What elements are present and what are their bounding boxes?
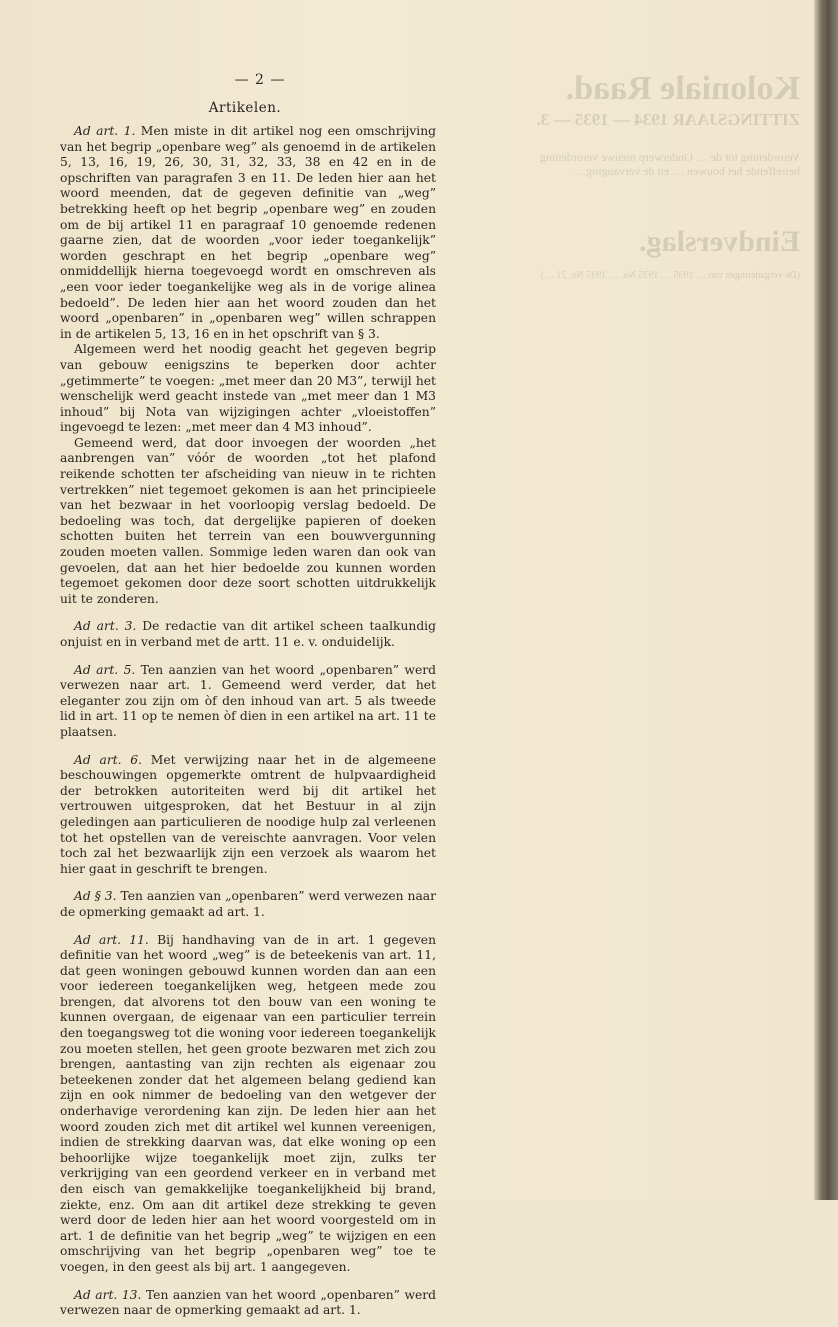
article-reference: Ad art. 6. <box>74 752 143 767</box>
paragraph-text: Ten aanzien van het woord „openbaren” werd verwezen naar art. 1. Gemeend werd verder, dat het eleganter zou zijn om òf den inhoud van art. 5 als tweede lid in art. 11 op te nemen òf dien in een artikel na art. 11 te plaatsen. <box>60 662 436 739</box>
bleed-line: ZITTINGSJAAR 1934 — 1935 — 3. <box>536 110 800 129</box>
article-reference: Ad § 3. <box>74 889 117 904</box>
bleed-line: Verordening tot de … Onderwerp nieuwe verordening betreffende het bouwen … en de vervanging… <box>540 150 800 178</box>
paragraph <box>60 436 436 608</box>
article-reference: Ad art. 13. <box>74 1287 142 1302</box>
paragraph <box>60 124 436 342</box>
bleed-line: Koloniale Raad. <box>565 70 800 107</box>
paragraph-text: De redactie van dit artikel scheen taalkundig onjuist en in verband met de artt. 11 e. v. onduidelijk. <box>60 619 436 649</box>
paragraph <box>60 342 436 436</box>
paragraph <box>60 663 436 741</box>
paragraph <box>60 933 436 1276</box>
bleed-line: (De vergaderingen van … 1935 … 1935 No. … 1935 No. 21 …) <box>540 270 800 281</box>
article-reference: Ad art. 5. <box>74 662 136 677</box>
paragraph-text: Met verwijzing naar het in de algemeene beschouwingen opgemerkte omtrent de hulpvaardigheid der betrokken autoriteiten werd bij dit artikel het vertrouwen uitgesproken, dat het Bestuur in al zijn geledingen aan particulieren de noodige hulp zal verleenen tot het opstellen van de vereischte aanvragen. Voor velen toch zal het bezwaarlijk zijn een verzoek als waarom het hier gaat in geschrift te brengen. <box>60 752 436 876</box>
paragraph-text: Gemeend werd, dat door invoegen der woorden „het aanbrengen van” vóór de woorden „tot het plafond reikende schotten ter afscheiding van nieuw in te richten vertrekken” niet tegemoet gekomen is aan het principieele van het bezwaar in het voorloopig verslag bedoeld. De bedoeling was toch, dat dergelijke papieren of doeken schotten buiten het terrein van een bouwvergunning zouden moeten vallen. Sommige leden waren dan ook van gevoelen, dat aan het hier bedoelde zou kunnen worden tegemoet gekomen door deze soort schotten uitdrukkelijk uit te zonderen. <box>60 435 436 606</box>
article-reference: Ad art. 3. <box>74 619 137 634</box>
article-reference: Ad art. 11. <box>74 932 149 947</box>
book-edge <box>814 0 838 1200</box>
paragraph-text: Men miste in dit artikel nog een omschrijving van het begrip „openbare weg” als genoemd in de artikelen 5, 13, 16, 19, 26, 30, 31, 32, 33, 38 en 42 en in de opschriften van paragrafen 3 en 11. De leden hier aan het woord meenden, dat de gegeven definitie van „weg” betrekking heeft op het begrip „openbare weg” en zouden om de bij artikel 11 en paragraaf 10 genoemde redenen gaarne zien, dat de woorden „voor ieder toegankelijk” worden geschrapt en het begrip „openbare weg” onmiddellijk hierna toegevoegd wordt en omschreven als „een voor ieder toegankelijke weg als in de vorige alinea bedoeld”. De leden hier aan het woord zouden dan het woord „openbaren” in „openbaren weg” willen schrappen in de artikelen 5, 13, 16 en in het opschrift van § 3. <box>60 124 436 341</box>
paragraph <box>60 1288 436 1319</box>
article-reference: Ad art. 1. <box>74 124 136 138</box>
paragraph <box>60 753 436 878</box>
paragraph-text: Bij handhaving van de in art. 1 gegeven definitie van het woord „weg” is de beteekenis van art. 11, dat geen woningen gebouwd kunnen worden dan aan een voor iedereen toegankelijken weg, hetgeen mede zou brengen, dat alvorens tot den bouw van een woning te kunnen overgaan, de eigenaar van een particulier terrein den toegangsweg tot die woning voor iedereen toegankelijk zou moeten stellen, het geen groote bezwaren met zich zou brengen, aantasting van zijn rechten als eigenaar zou beteekenen zonder dat het algemeen belang gediend kan zijn en ook nimmer de bedoeling van den wetgever der onderhavige verordening kan zijn. De leden hier aan het woord zouden zich met dit artikel wel kunnen vereenigen, indien de strekking daarvan was, dat elke woning op een behoorlijke wijze toegankelijk moet zijn, zulks ter verkrijging van een geordend verkeer en in verband met den eisch van gemakkelijke toegankelijkheid bij brand, ziekte, enz. Om aan dit artikel deze strekking te geven werd door de leden hier aan het woord voorgesteld om in art. 1 de definitie van het begrip „weg” te wijzigen en een omschrijving van het begrip „openbaren weg” toe te voegen, in den geest als bij art. 1 aangegeven. <box>60 932 436 1274</box>
paragraph-text: Algemeen werd het noodig geacht het gegeven begrip van gebouw eenigszins te beperken door achter „getimmerte” te voegen: „met meer dan 20 M3”, terwijl het wenschelijk werd geacht instede van „met meer dan 1 M3 inhoud” bij Nota van wijzigingen achter „vloeistoffen” ingevoegd te lezen: „met meer dan 4 M3 inhoud”. <box>60 342 436 435</box>
bleed-line: Eindverslag. <box>639 225 800 258</box>
bleed-through-text <box>500 60 810 320</box>
paragraph-text: Ten aanzien van „openbaren” werd verwezen naar de opmerking gemaakt ad art. 1. <box>60 889 436 919</box>
paragraph <box>60 619 436 650</box>
page-number: — 2 — <box>234 72 286 88</box>
section-title: Artikelen. <box>208 100 282 116</box>
paragraph <box>60 889 436 920</box>
paragraph-text: Ten aanzien van het woord „openbaren” werd verwezen naar de opmerking gemaakt ad art. 1. <box>60 1287 436 1318</box>
article-body <box>60 124 436 1327</box>
